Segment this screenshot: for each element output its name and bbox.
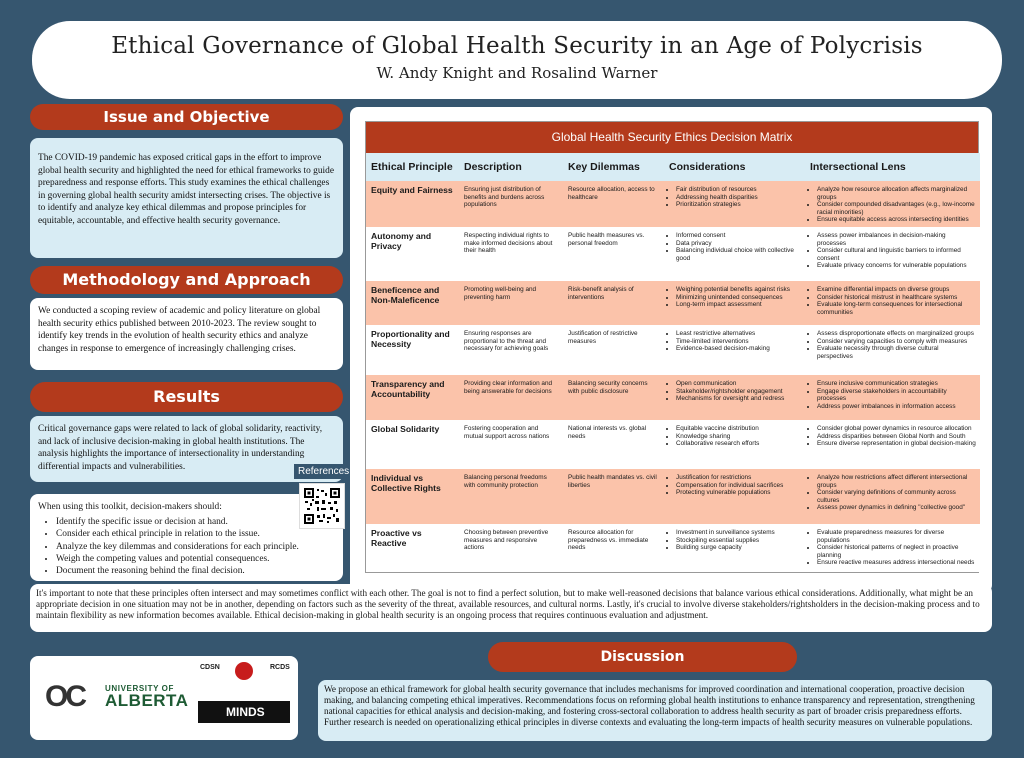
principle-cell: Autonomy and Privacy — [366, 227, 459, 281]
lens-list — [810, 232, 976, 270]
lens-item: • Ensure diverse representation in global decision-making — [817, 440, 976, 448]
lens-item: • Analyze how resource allocation affects marginalized groups — [817, 186, 976, 201]
matrix-body — [366, 181, 980, 572]
toolkit-step: • Weigh the competing values and potential consequences. — [56, 553, 335, 565]
considerations-item: • Compensation for individual sacrifices — [676, 482, 801, 490]
sponsor-logos — [30, 656, 298, 740]
lens-item: • Address power imbalances in information access — [817, 403, 976, 411]
dilemmas-cell: Public health mandates vs. civil liberties — [563, 469, 664, 524]
considerations-item: • Collaborative research efforts — [676, 440, 801, 448]
lens-item: • Evaluate long-term consequences for intersectional communities — [817, 301, 976, 316]
lens-item: • Consider varying capacities to comply with measures — [817, 338, 976, 346]
considerations-item: • Stakeholder/rightsholder engagement — [676, 388, 801, 396]
considerations-item: • Prioritization strategies — [676, 201, 801, 209]
ua-logo-small: UNIVERSITY OF — [105, 684, 174, 693]
matrix-row — [366, 524, 980, 572]
matrix-table — [366, 153, 980, 572]
toolkit-step: • Consider each ethical principle in relation to the issue. — [56, 528, 335, 540]
considerations-item: • Informed consent — [676, 232, 801, 240]
lens-item: • Ensure inclusive communication strategies — [817, 380, 976, 388]
lens-cell — [805, 375, 980, 420]
considerations-item: • Investment in surveillance systems — [676, 529, 801, 537]
considerations-item: • Protecting vulnerable populations — [676, 489, 801, 497]
lens-cell — [805, 325, 980, 375]
minds-logo: MINDS — [198, 701, 290, 723]
lens-item: • Evaluate necessity through diverse cultural perspectives — [817, 345, 976, 360]
considerations-item: • Time-limited interventions — [676, 338, 801, 346]
lens-item: • Consider global power dynamics in resource allocation — [817, 425, 976, 433]
principle-cell: Global Solidarity — [366, 420, 459, 469]
dilemmas-cell: Balancing security concerns with public disclosure — [563, 375, 664, 420]
principle-cell: Equity and Fairness — [366, 181, 459, 227]
matrix-row — [366, 281, 980, 325]
considerations-item: • Weighing potential benefits against risks — [676, 286, 801, 294]
lens-item: • Ensure equitable access across intersecting identities — [817, 216, 976, 224]
description-cell: Balancing personal freedoms with community protection — [459, 469, 563, 524]
lens-list — [810, 425, 976, 448]
methodology-text: We conducted a scoping review of academic and policy literature on global health security ethics published between 2010-2023. The review sought to identify key trends in the evolution of health security ethics and analyze changes in response to emergence of increasingly challenging crises. — [30, 298, 343, 370]
considerations-item: • Fair distribution of resources — [676, 186, 801, 194]
ua-logo-large: ALBERTA — [105, 691, 189, 710]
description-cell: Providing clear information and being answerable for decisions — [459, 375, 563, 420]
considerations-list — [669, 232, 801, 262]
results-heading: Results — [30, 382, 343, 412]
toolkit-step: • Identify the specific issue or decision at hand. — [56, 516, 335, 528]
qr-code-graphic — [303, 487, 341, 525]
matrix-row — [366, 375, 980, 420]
considerations-list — [669, 474, 801, 497]
considerations-item: • Data privacy — [676, 240, 801, 248]
maple-leaf-icon — [235, 662, 253, 680]
dilemmas-cell: Resource allocation, access to healthcare — [563, 181, 664, 227]
description-cell: Choosing between preventive measures and responsive actions — [459, 524, 563, 572]
considerations-item: • Balancing individual choice with collective good — [676, 247, 801, 262]
lens-item: • Assess disproportionate effects on marginalized groups — [817, 330, 976, 338]
considerations-item: • Equitable vaccine distribution — [676, 425, 801, 433]
considerations-item: • Minimizing unintended consequences — [676, 294, 801, 302]
considerations-cell — [664, 325, 805, 375]
principle-cell: Proactive vs Reactive — [366, 524, 459, 572]
considerations-cell — [664, 281, 805, 325]
matrix-row — [366, 181, 980, 227]
lens-list — [810, 286, 976, 316]
matrix-panel — [350, 107, 992, 593]
matrix-row — [366, 325, 980, 375]
methodology-heading: Methodology and Approach — [30, 266, 343, 294]
dilemmas-cell: National interests vs. global needs — [563, 420, 664, 469]
considerations-cell — [664, 420, 805, 469]
considerations-cell — [664, 469, 805, 524]
description-cell: Fostering cooperation and mutual support across nations — [459, 420, 563, 469]
description-cell: Ensuring just distribution of benefits and burdens across populations — [459, 181, 563, 227]
cdsn-logo: CDSN — [200, 664, 220, 671]
col-header-description: Description — [459, 153, 563, 181]
references-label: References — [294, 464, 353, 479]
matrix-header-row — [366, 153, 980, 181]
matrix-row — [366, 420, 980, 469]
lens-item: • Consider cultural and linguistic barriers to informed consent — [817, 247, 976, 262]
lens-item: • Consider historical patterns of neglect in proactive planning — [817, 544, 976, 559]
considerations-item: • Building surge capacity — [676, 544, 801, 552]
lens-item: • Consider compounded disadvantages (e.g., low-income racial minorities) — [817, 201, 976, 216]
university-of-alberta-logo — [105, 684, 188, 711]
decision-matrix — [365, 121, 979, 573]
matrix-row — [366, 469, 980, 524]
col-header-dilemmas: Key Dilemmas — [563, 153, 664, 181]
considerations-cell — [664, 375, 805, 420]
considerations-list — [669, 425, 801, 448]
considerations-list — [669, 380, 801, 403]
col-header-lens: Intersectional Lens — [805, 153, 980, 181]
lens-list — [810, 529, 976, 567]
poster-title: Ethical Governance of Global Health Security in an Age of Polycrisis — [111, 33, 923, 59]
toolkit-box — [30, 494, 343, 581]
lens-item: • Ensure reactive measures address intersectional needs — [817, 559, 976, 567]
issue-text: The COVID-19 pandemic has exposed critical gaps in the effort to improve global health security and highlighted the need for ethical frameworks to guide preparedness and response efforts. This study examines the ethical challenges in governing global health security amidst intersecting crises. The objective is to identify and analyze key ethical dilemmas and propose principles for equitable, accountable, and effective health security governance. — [30, 138, 343, 258]
description-cell: Promoting well-being and preventing harm — [459, 281, 563, 325]
lens-list — [810, 330, 976, 360]
considerations-item: • Stockpiling essential supplies — [676, 537, 801, 545]
poster-authors: W. Andy Knight and Rosalind Warner — [376, 64, 658, 82]
qr-code-icon[interactable] — [300, 484, 344, 528]
considerations-list — [669, 529, 801, 552]
lens-item: • Examine differential impacts on diverse groups — [817, 286, 976, 294]
dilemmas-cell: Public health measures vs. personal freedom — [563, 227, 664, 281]
principle-cell: Beneficence and Non-Maleficence — [366, 281, 459, 325]
toolkit-step: • Analyze the key dilemmas and considerations for each principle. — [56, 541, 335, 553]
oc-logo: OC — [45, 680, 84, 713]
dilemmas-cell: Resource allocation for preparedness vs. immediate needs — [563, 524, 664, 572]
toolkit-intro: When using this toolkit, decision-makers should: — [38, 502, 222, 512]
considerations-list — [669, 186, 801, 209]
lens-item: • Assess power imbalances in decision-making processes — [817, 232, 976, 247]
toolkit-steps — [38, 516, 335, 577]
lens-item: • Evaluate privacy concerns for vulnerable populations — [817, 262, 976, 270]
considerations-item: • Least restrictive alternatives — [676, 330, 801, 338]
lens-list — [810, 186, 976, 224]
principle-cell: Transparency and Accountability — [366, 375, 459, 420]
dilemmas-cell: Risk-benefit analysis of interventions — [563, 281, 664, 325]
matrix-row — [366, 227, 980, 281]
lens-cell — [805, 524, 980, 572]
closing-note: It's important to note that these principles often intersect and may sometimes conflict with each other. The goal is not to find a perfect solution, but to make well-reasoned decisions that balance various ethical considerations. Additionally, what might be an appropriate decision in one situation may not be in another, depending on factors such as the severity of the threat, available resources, and cultural norms. Lastly, it's crucial to involve diverse stakeholders/rightsholders in the decision-making process and to maintain flexibility as new information becomes available. Ethical decision-making in global health security is an ongoing process that requires continuous evaluation and adjustment. — [30, 584, 992, 632]
lens-item: • Evaluate preparedness measures for diverse populations — [817, 529, 976, 544]
lens-item: • Consider historical mistrust in healthcare systems — [817, 294, 976, 302]
lens-item: • Engage diverse stakeholders in accountability processes — [817, 388, 976, 403]
description-cell: Ensuring responses are proportional to the threat and necessary for achieving goals — [459, 325, 563, 375]
considerations-cell — [664, 524, 805, 572]
considerations-cell — [664, 181, 805, 227]
considerations-item: • Evidence-based decision-making — [676, 345, 801, 353]
dilemmas-cell: Justification of restrictive measures — [563, 325, 664, 375]
discussion-text: We propose an ethical framework for global health security governance that includes mechanisms for improved coordination and international cooperation, proactive decision making, and balancing competing ethical imperatives. Recommendations focus on reforming global health institutions to enhance transparency and representation, strengthening national capacities for ethical analysis and decision-making, and fostering cross-sectoral collaboration to address health security as part of broader crisis preparedness efforts. Further research is needed on operationalizing ethical principles in diverse contexts and evaluating the long-term impacts of health security measures on vulnerable populations. — [318, 680, 992, 741]
lens-item: • Address disparities between Global North and South — [817, 433, 976, 441]
issue-heading: Issue and Objective — [30, 104, 343, 130]
considerations-list — [669, 330, 801, 353]
lens-cell — [805, 420, 980, 469]
lens-cell — [805, 181, 980, 227]
lens-item: • Consider varying definitions of community across cultures — [817, 489, 976, 504]
considerations-item: • Addressing health disparities — [676, 194, 801, 202]
poster-header — [32, 21, 1002, 99]
considerations-item: • Mechanisms for oversight and redress — [676, 395, 801, 403]
considerations-list — [669, 286, 801, 309]
results-text: Critical governance gaps were related to lack of global solidarity, reactivity, and lack of inclusive decision-making in global health institutions. The analysis highlights the importance of intersectionality in understanding differential impacts and vulnerabilities. — [30, 416, 343, 482]
rcds-logo: RCDS — [270, 664, 290, 671]
lens-cell — [805, 469, 980, 524]
toolkit-step: • Document the reasoning behind the final decision. — [56, 565, 335, 577]
description-cell: Respecting individual rights to make informed decisions about their health — [459, 227, 563, 281]
col-header-principle: Ethical Principle — [366, 153, 459, 181]
considerations-item: • Justification for restrictions — [676, 474, 801, 482]
lens-item: • Assess power dynamics in defining "collective good" — [817, 504, 976, 512]
considerations-cell — [664, 227, 805, 281]
lens-item: • Analyze how restrictions affect different intersectional groups — [817, 474, 976, 489]
lens-list — [810, 474, 976, 512]
lens-cell — [805, 227, 980, 281]
principle-cell: Proportionality and Necessity — [366, 325, 459, 375]
principle-cell: Individual vs Collective Rights — [366, 469, 459, 524]
considerations-item: • Open communication — [676, 380, 801, 388]
matrix-title: Global Health Security Ethics Decision Matrix — [366, 122, 978, 153]
considerations-item: • Long-term impact assessment — [676, 301, 801, 309]
col-header-considerations: Considerations — [664, 153, 805, 181]
lens-cell — [805, 281, 980, 325]
lens-list — [810, 380, 976, 410]
discussion-heading: Discussion — [488, 642, 797, 672]
considerations-item: • Knowledge sharing — [676, 433, 801, 441]
